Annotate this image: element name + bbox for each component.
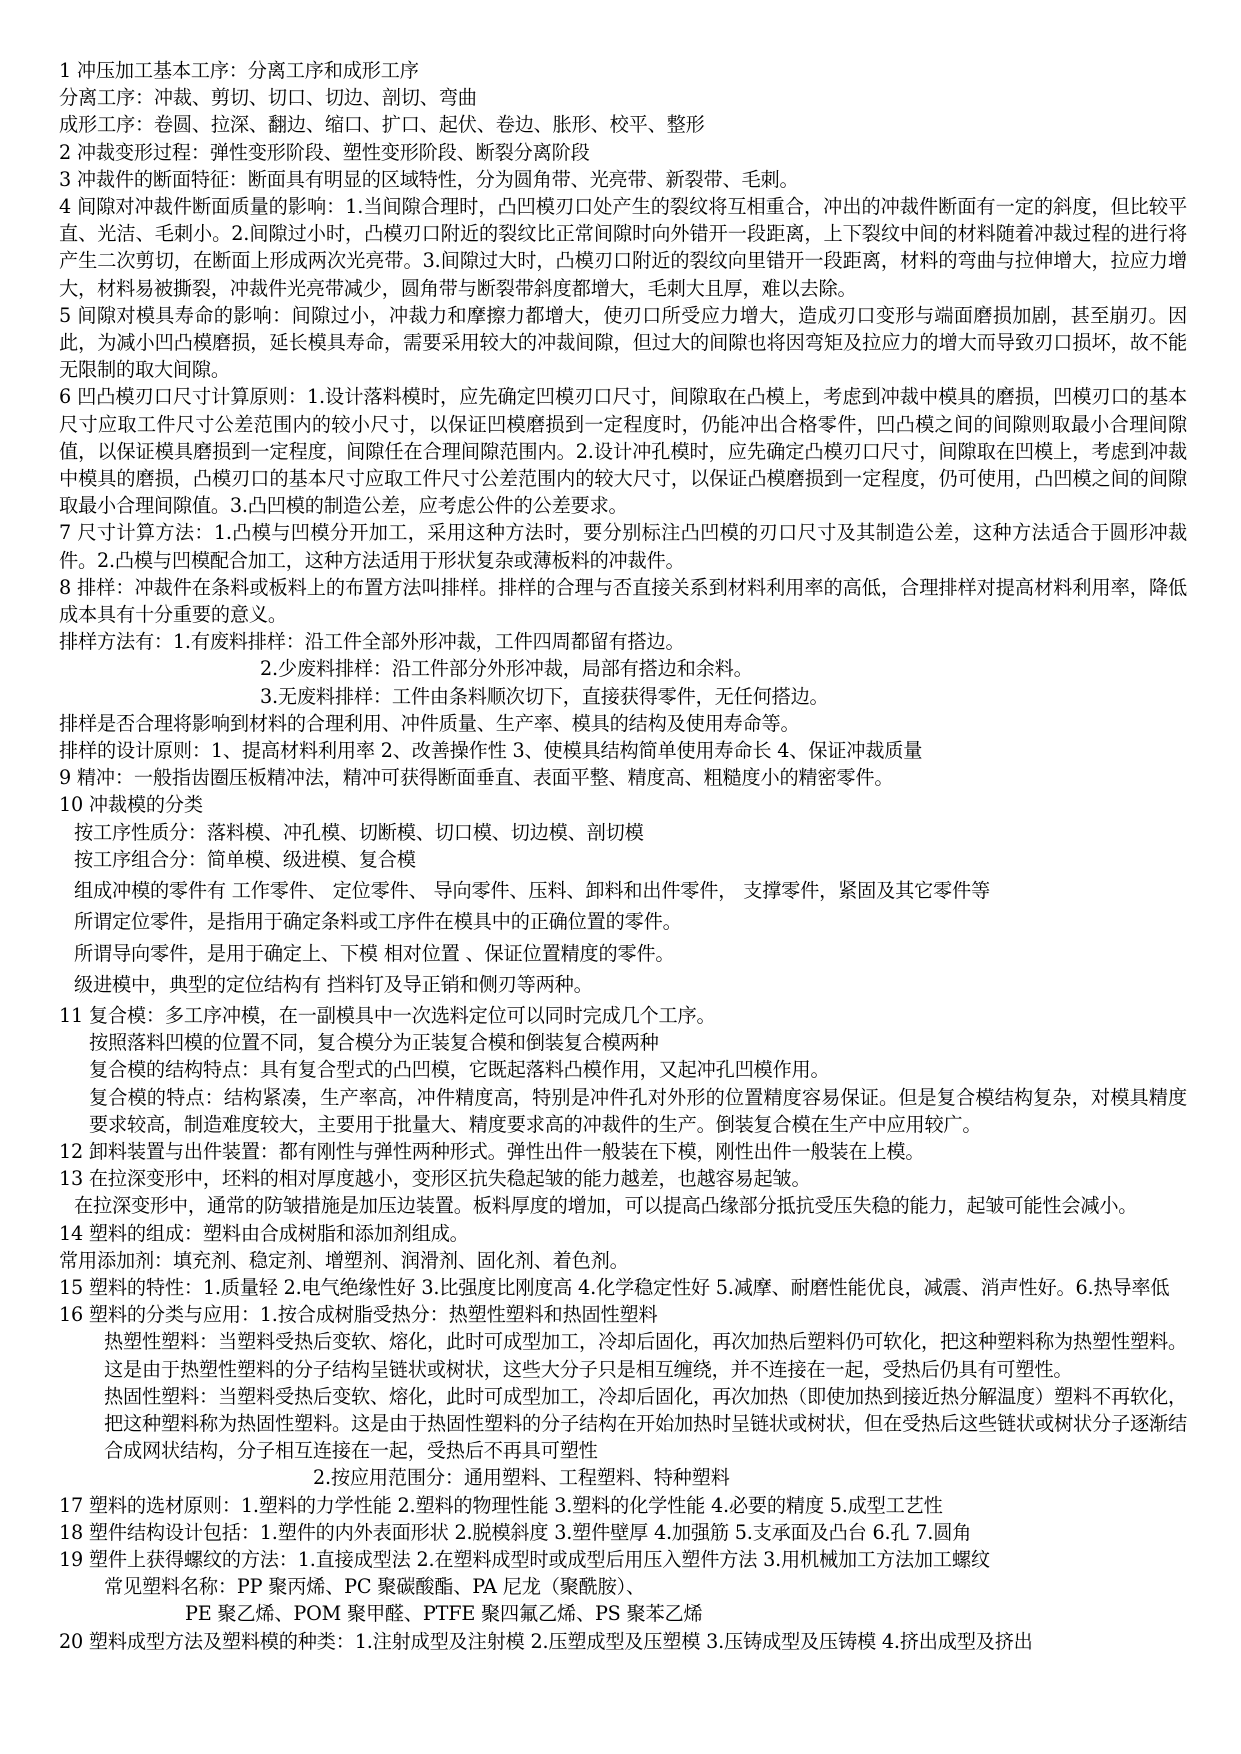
text-line: 所谓定位零件，是指用于确定条料或工序件在模具中的正确位置的零件。: [74, 910, 682, 934]
text-line: 级进模中，典型的定位结构有 挡料钉及导正销和侧刃等两种。: [74, 972, 593, 996]
text-paragraph: 热固性塑料：当塑料受热后变软、熔化，此时可成型加工，冷却后固化，再次加热（即使加热到接近热分解温度）塑料不再软化，把这种塑料称为热固性塑料。这是由于热固性塑料的分子结构在开始加热时呈链状或树状，但在受热后这些链状或树状分子逐渐结合成网状结构，分子相互连接在一起，受热后不再具可塑性: [104, 1384, 1187, 1463]
text-line: 13 在拉深变形中，坯料的相对厚度越小，变形区抗失稳起皱的能力越差，也越容易起皱。: [59, 1167, 811, 1191]
text-line: 复合模的结构特点：具有复合型式的凸凹模，它既起落料凸模作用，又起冲孔凹模作用。: [89, 1058, 830, 1082]
text-line: 14 塑料的组成：塑料由合成树脂和添加剂组成。: [59, 1221, 469, 1245]
text-paragraph: 复合模的特点：结构紧凑，生产率高，冲件精度高，特别是冲件孔对外形的位置精度容易保证。但是复合模结构复杂，对模具精度要求较高，制造难度较大，主要用于批量大、精度要求高的冲裁件的生产。倒装复合模在生产中应用较广。: [89, 1085, 1187, 1136]
text-line: 常见塑料名称：PP 聚丙烯、PC 聚碳酸酯、PA 尼龙（聚酰胺）、: [104, 1575, 646, 1599]
text-line: 16 塑料的分类与应用：1.按合成树脂受热分：热塑性塑料和热固性塑料: [59, 1303, 658, 1327]
text-line: 常用添加剂：填充剂、稳定剂、增塑剂、润滑剂、固化剂、着色剂。: [59, 1248, 629, 1272]
text-paragraph: 在拉深变形中，通常的防皱措施是加压边装置。板料厚度的增加，可以提高凸缘部分抵抗受压失稳的能力，起皱可能性会减小。: [74, 1194, 1138, 1218]
text-line: 所谓导向零件，是用于确定上、下模 相对位置 、保证位置精度的零件。: [74, 941, 675, 965]
text-paragraph: 7 尺寸计算方法：1.凸模与凹模分开加工，采用这种方法时，要分别标注凸凹模的刃口尺寸及其制造公差，这种方法适合于圆形冲裁件。2.凸模与凹模配合加工，这种方法适用于形状复杂或薄板料的冲裁件。: [59, 521, 1187, 572]
text-line: 20 塑料成型方法及塑料模的种类：1.注射成型及注射模 2.压塑成型及压塑模 3.压铸成型及压铸模 4.挤出成型及挤出: [59, 1629, 1033, 1653]
text-paragraph: 6 凹凸模刃口尺寸计算原则：1.设计落料模时，应先确定凹模刃口尺寸，间隙取在凸模上，考虑到冲裁中模具的磨损，凹模刃口的基本尺寸应取工件尺寸公差范围内的较小尺寸，以保证凹模磨损到一定程度时，仍能冲出合格零件，凹凸模之间的间隙则取最小合理间隙值，以保证模具磨损到一定程度，间隙任在合理间隙范围内。2.设计冲孔模时，应先确定凸模刃口尺寸，间隙取在凹模上，考虑到冲裁中模具的磨损，凸模刃口的基本尺寸应取工件尺寸公差范围内的较大尺寸，以保证凸模磨损到一定程度，仍可使用，凸凹模之间的间隙取最小合理间隙值。3.凸凹模的制造公差，应考虑公件的公差要求。: [59, 385, 1187, 518]
text-line: PE 聚乙烯、POM 聚甲醛、PTFE 聚四氟乙烯、PS 聚苯乙烯: [185, 1602, 703, 1626]
text-line: 9 精冲：一般指齿圈压板精冲法，精冲可获得断面垂直、表面平整、精度高、粗糙度小的精密零件。: [59, 766, 894, 790]
text-line: 18 塑件结构设计包括：1.塑件的内外表面形状 2.脱模斜度 3.塑件壁厚 4.加强筋 5.支承面及凸台 6.孔 7.圆角: [59, 1520, 972, 1544]
text-line: 组成冲模的零件有 工作零件、 定位零件、 导向零件、压料、卸料和出件零件， 支撑零件，紧固及其它零件等: [74, 879, 991, 903]
text-line: 3.无废料排样：工件由条料顺次切下，直接获得零件，无任何搭边。: [260, 684, 829, 708]
text-line: 11 复合模：多工序冲模，在一副模具中一次选料定位可以同时完成几个工序。: [59, 1003, 716, 1027]
text-line: 2.少废料排样：沿工件部分外形冲裁，局部有搭边和余料。: [260, 657, 753, 681]
text-line: 12 卸料装置与出件装置：都有刚性与弹性两种形式。弹性出件一般装在下模，刚性出件一般装在上模。: [59, 1139, 925, 1163]
text-line: 按照落料凹模的位置不同，复合模分为正装复合模和倒装复合模两种: [89, 1031, 659, 1055]
text-line: 成形工序：卷圆、拉深、翻边、缩口、扩口、起伏、卷边、胀形、校平、整形: [59, 113, 705, 137]
text-line: 按工序组合分：简单模、级进模、复合模: [74, 847, 416, 871]
text-paragraph: 4 间隙对冲裁件断面质量的影响：1.当间隙合理时，凸凹模刃口处产生的裂纹将互相重合，冲出的冲裁件断面有一定的斜度，但比较平直、光洁、毛刺小。2.间隙过小时，凸模刃口附近的裂纹比正常间隙时向外错开一段距离，上下裂纹中间的材料随着冲裁过程的进行将产生二次剪切，在断面上形成两次光亮带。3.间隙过大时，凸模刃口附近的裂纹向里错开一段距离，材料的弯曲与拉伸增大，拉应力增大，材料易被撕裂，冲裁件光亮带减少，圆角带与断裂带斜度都增大，毛刺大且厚，难以去除。: [59, 195, 1187, 300]
text-paragraph: 5 间隙对模具寿命的影响：间隙过小，冲裁力和摩擦力都增大，使刃口所受应力增大，造成刃口变形与端面磨损加剧，甚至崩刃。因此，为减小凹凸模磨损，延长模具寿命，需要采用较大的冲裁间隙，但过大的间隙也将因弯矩及拉应力的增大而导致刃口损坏，故不能无限制的取大间隙。: [59, 303, 1187, 382]
document-body: [59, 57, 1187, 1655]
text-paragraph: 8 排样：冲裁件在条料或板料上的布置方法叫排样。排样的合理与否直接关系到材料利用率的高低，合理排样对提高材料利用率，降低成本具有十分重要的意义。: [59, 575, 1187, 627]
text-line: 10 冲裁模的分类: [59, 793, 203, 817]
text-paragraph: 15 塑料的特性：1.质量轻 2.电气绝缘性好 3.比强度比刚度高 4.化学稳定性好 5.减摩、耐磨性能优良，减震、消声性好。6.热导率低: [59, 1275, 1170, 1299]
text-line: 分离工序：冲裁、剪切、切口、切边、剖切、弯曲: [59, 86, 477, 110]
text-line: 3 冲裁件的断面特征：断面具有明显的区域特性，分为圆角带、光亮带、新裂带、毛刺。: [59, 167, 799, 191]
text-line: 17 塑料的选材原则：1.塑料的力学性能 2.塑料的物理性能 3.塑料的化学性能 4.必要的精度 5.成型工艺性: [59, 1493, 943, 1517]
text-line: 2 冲裁变形过程：弹性变形阶段、塑性变形阶段、断裂分离阶段: [59, 140, 590, 164]
text-line: 2.按应用范围分：通用塑料、工程塑料、特种塑料: [313, 1466, 730, 1490]
text-line: 排样的设计原则：1、提高材料利用率 2、改善操作性 3、使模具结构简单使用寿命长 4、保证冲裁质量: [59, 739, 923, 763]
text-line: 按工序性质分：落料模、冲孔模、切断模、切口模、切边模、剖切模: [74, 820, 644, 844]
text-line: 排样方法有：1.有废料排样：沿工件全部外形冲裁，工件四周都留有搭边。: [59, 630, 685, 654]
text-line: 1 冲压加工基本工序：分离工序和成形工序: [59, 59, 419, 82]
text-line: 19 塑件上获得螺纹的方法：1.直接成型法 2.在塑料成型时或成型后用压入塑件方法 3.用机械加工方法加工螺纹: [59, 1547, 990, 1571]
text-paragraph: 热塑性塑料：当塑料受热后变软、熔化，此时可成型加工，冷却后固化，再次加热后塑料仍可软化，把这种塑料称为热塑性塑料。这是由于热塑性塑料的分子结构呈链状或树状，这些大分子只是相互缠绕，并不连接在一起，受热后仍具有可塑性。: [104, 1330, 1187, 1381]
text-line: 排样是否合理将影响到材料的合理利用、冲件质量、生产率、模具的结构及使用寿命等。: [59, 711, 800, 735]
